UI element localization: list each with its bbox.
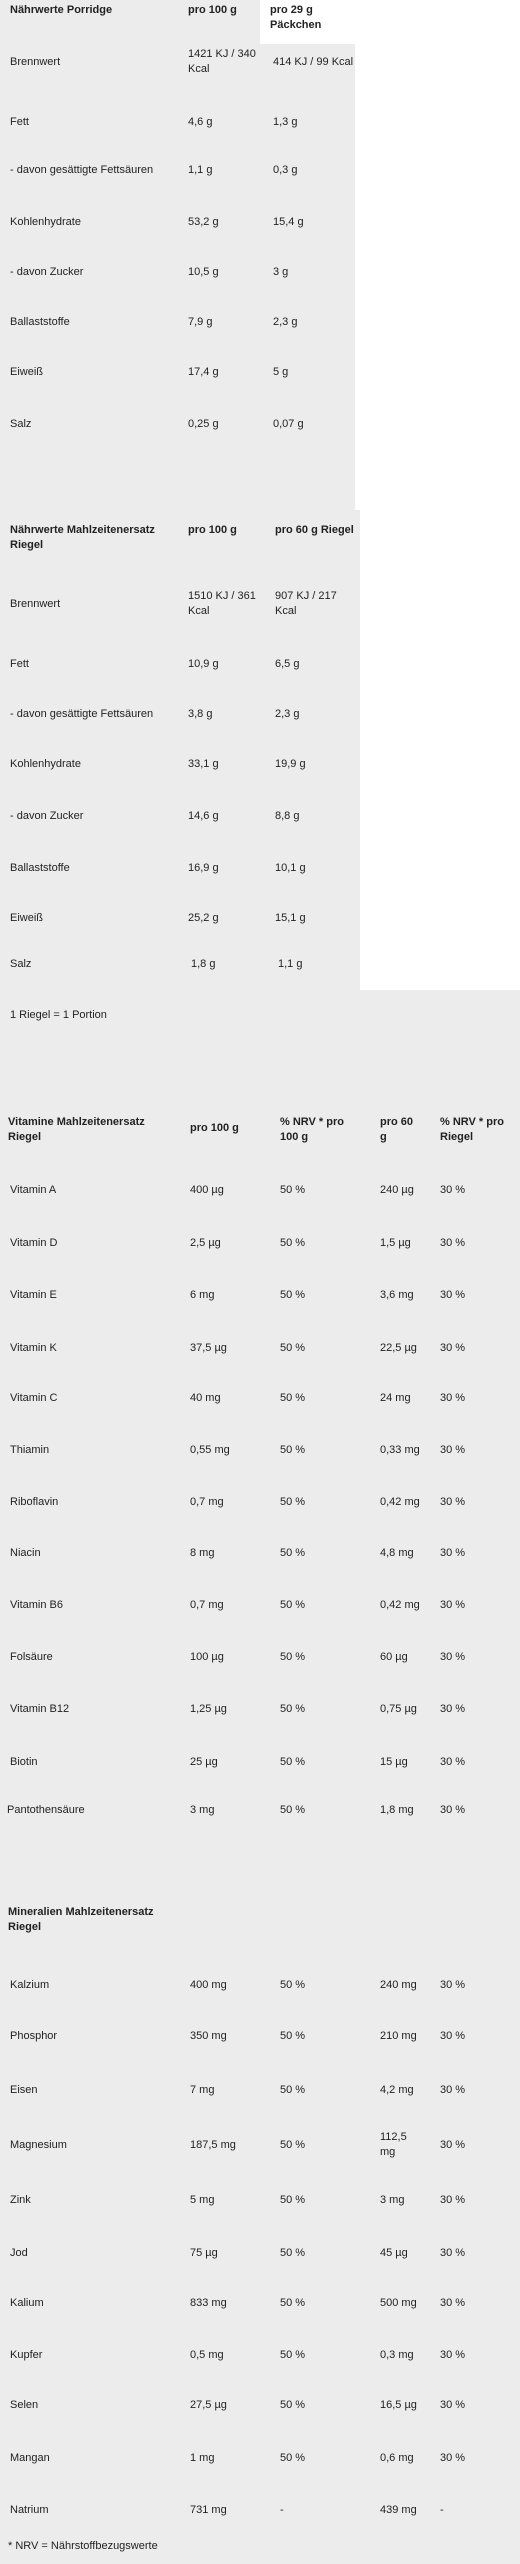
mineralien-cell-0-3: 240 mg [380,1979,417,1991]
porridge-cell-1-2: 1,3 g [273,116,298,128]
vitamine-cell-5-4: 30 % [440,1444,466,1456]
mineralien-cell-3-4: 30 % [440,2139,466,2151]
mineralien-cell-1-3: 210 mg [380,2030,417,2042]
mineralien-cell-6-2: 50 % [280,2297,306,2309]
mineralien-cell-7-2: 50 % [280,2349,306,2361]
vitamine-cell-10-0: Vitamin B12 [10,1703,70,1715]
vitamine-cell-4-3: 24 mg [380,1392,411,1404]
mineralien-cell-9-1: 1 mg [190,2452,215,2464]
mineralien-cell-4-0: Zink [10,2194,31,2206]
mineralien-cell-6-4: 30 % [440,2297,466,2309]
riegel-header-2: pro 60 g Riegel [275,524,354,536]
vitamine-cell-10-4: 30 % [440,1703,466,1715]
riegel-cell-7-0: Salz [10,958,32,970]
mineralien-cell-0-0: Kalzium [10,1979,50,1991]
riegel-cell-4-0: - davon Zucker [10,810,84,822]
mineralien-cell-0-4: 30 % [440,1979,466,1991]
vitamine-cell-7-0: Niacin [10,1547,41,1559]
mineralien-cell-6-3: 500 mg [380,2297,417,2309]
riegel-cell-0-2: 907 KJ / 217 Kcal [275,590,337,617]
porridge-header-0: Nährwerte Porridge [10,4,113,16]
mineralien-cell-5-0: Jod [10,2247,28,2259]
vitamine-cell-4-0: Vitamin C [10,1392,58,1404]
vitamine-cell-12-0: Pantothensäure [7,1804,85,1816]
vitamine-cell-6-1: 0,7 mg [190,1496,224,1508]
vitamine-cell-12-2: 50 % [280,1804,306,1816]
vitamine-cell-10-1: 1,25 µg [190,1703,227,1715]
riegel-cell-4-1: 14,6 g [188,810,219,822]
vitamine-cell-9-4: 30 % [440,1651,466,1663]
vitamine-cell-3-1: 37,5 µg [190,1342,227,1354]
riegel-cell-3-2: 19,9 g [275,758,306,770]
riegel-cell-0-1: 1510 KJ / 361 Kcal [188,590,256,617]
porridge-cell-5-2: 2,3 g [273,316,298,328]
vitamine-cell-8-1: 0,7 mg [190,1599,224,1611]
porridge-cell-0-0: Brennwert [10,56,61,68]
vitamine-cell-9-0: Folsäure [10,1651,53,1663]
riegel-cell-1-1: 10,9 g [188,658,219,670]
mineralien-cell-4-4: 30 % [440,2194,466,2206]
vitamine-cell-0-2: 50 % [280,1184,306,1196]
vitamine-cell-2-3: 3,6 mg [380,1289,414,1301]
vitamine-cell-5-2: 50 % [280,1444,306,1456]
mineralien-cell-10-4: - [440,2504,444,2516]
vitamine-cell-5-1: 0,55 mg [190,1444,230,1456]
porridge-cell-0-1: 1421 KJ / 340 Kcal [188,48,256,75]
porridge-cell-6-0: Eiweiß [10,366,44,378]
porridge-cell-5-0: Ballaststoffe [10,316,70,328]
mineralien-cell-9-3: 0,6 mg [380,2452,414,2464]
vitamine-cell-3-3: 22,5 µg [380,1342,417,1354]
mineralien-header-0: Mineralien Mahlzeitenersatz Riegel [8,1906,154,1933]
porridge-cell-1-1: 4,6 g [188,116,213,128]
vitamine-cell-9-3: 60 µg [380,1651,408,1663]
vitamine-cell-5-0: Thiamin [10,1444,50,1456]
mineralien-cell-3-1: 187,5 mg [190,2139,236,2151]
riegel-cell-6-1: 25,2 g [188,912,219,924]
vitamine-header-0: Vitamine Mahlzeitenersatz Riegel [8,1116,145,1143]
riegel-cell-2-2: 2,3 g [275,708,300,720]
vitamine-cell-9-1: 100 µg [190,1651,224,1663]
porridge-cell-3-0: Kohlenhydrate [10,216,81,228]
mineralien-cell-10-0: Natrium [10,2504,49,2516]
riegel-cell-2-1: 3,8 g [188,708,213,720]
vitamine-cell-1-1: 2,5 µg [190,1237,221,1249]
vitamine-cell-7-4: 30 % [440,1547,466,1559]
mineralien-cell-1-1: 350 mg [190,2030,227,2042]
porridge-cell-6-1: 17,4 g [188,366,219,378]
vitamine-cell-10-3: 0,75 µg [380,1703,417,1715]
porridge-header-1: pro 100 g [188,4,237,16]
vitamine-cell-8-0: Vitamin B6 [10,1599,63,1611]
riegel-cell-0-0: Brennwert [10,598,61,610]
riegel-cell-2-0: - davon gesättigte Fettsäuren [10,708,154,720]
riegel-cell-1-2: 6,5 g [275,658,300,670]
vitamine-mineralien-band [0,990,520,2564]
porridge-cell-2-2: 0,3 g [273,164,298,176]
porridge-cell-1-0: Fett [10,116,29,128]
vitamine-cell-3-2: 50 % [280,1342,306,1354]
riegel-cell-3-0: Kohlenhydrate [10,758,81,770]
vitamine-cell-8-3: 0,42 mg [380,1599,420,1611]
vitamine-cell-11-4: 30 % [440,1756,466,1768]
vitamine-cell-7-2: 50 % [280,1547,306,1559]
mineralien-cell-7-0: Kupfer [10,2349,43,2361]
vitamine-cell-11-1: 25 µg [190,1756,218,1768]
mineralien-cell-7-3: 0,3 mg [380,2349,414,2361]
riegel-cell-7-1: 1,8 g [191,958,216,970]
riegel-cell-6-2: 15,1 g [275,912,306,924]
mineralien-cell-5-2: 50 % [280,2247,306,2259]
porridge-cell-6-2: 5 g [273,366,289,378]
mineralien-cell-1-2: 50 % [280,2030,306,2042]
vitamine-cell-0-0: Vitamin A [10,1184,57,1196]
porridge-cell-7-0: Salz [10,418,32,430]
porridge-cell-2-0: - davon gesättigte Fettsäuren [10,164,154,176]
vitamine-cell-9-2: 50 % [280,1651,306,1663]
vitamine-cell-1-4: 30 % [440,1237,466,1249]
riegel-cell-4-2: 8,8 g [275,810,300,822]
riegel-note: 1 Riegel = 1 Portion [10,1009,107,1021]
mineralien-cell-10-3: 439 mg [380,2504,417,2516]
vitamine-cell-4-1: 40 mg [190,1392,221,1404]
vitamine-header-1: pro 100 g [190,1122,239,1134]
mineralien-cell-9-2: 50 % [280,2452,306,2464]
vitamine-cell-4-2: 50 % [280,1392,306,1404]
vitamine-cell-11-0: Biotin [10,1756,38,1768]
mineralien-cell-2-0: Eisen [10,2084,38,2096]
mineralien-cell-9-0: Mangan [10,2452,50,2464]
vitamine-cell-12-4: 30 % [440,1804,466,1816]
mineralien-cell-7-1: 0,5 mg [190,2349,224,2361]
vitamine-cell-1-3: 1,5 µg [380,1237,411,1249]
mineralien-cell-6-1: 833 mg [190,2297,227,2309]
vitamine-cell-2-1: 6 mg [190,1289,215,1301]
vitamine-cell-6-2: 50 % [280,1496,306,1508]
porridge-cell-0-2: 414 KJ / 99 Kcal [273,56,354,68]
mineralien-cell-8-3: 16,5 µg [380,2399,417,2411]
vitamine-cell-8-4: 30 % [440,1599,466,1611]
porridge-cell-7-2: 0,07 g [273,418,304,430]
mineralien-cell-3-0: Magnesium [10,2139,67,2151]
vitamine-cell-3-4: 30 % [440,1342,466,1354]
mineralien-cell-2-4: 30 % [440,2084,466,2096]
mineralien-cell-8-1: 27,5 µg [190,2399,227,2411]
mineralien-cell-2-2: 50 % [280,2084,306,2096]
porridge-cell-5-1: 7,9 g [188,316,213,328]
mineralien-cell-7-4: 30 % [440,2349,466,2361]
vitamine-cell-7-1: 8 mg [190,1547,215,1559]
vitamine-cell-12-1: 3 mg [190,1804,215,1816]
mineralien-cell-9-4: 30 % [440,2452,466,2464]
mineralien-footnote: * NRV = Nährstoffbezugswerte [8,2540,158,2552]
vitamine-cell-11-2: 50 % [280,1756,306,1768]
vitamine-cell-2-2: 50 % [280,1289,306,1301]
riegel-cell-7-2: 1,1 g [278,958,303,970]
vitamine-header-3: pro 60 g [380,1116,414,1143]
mineralien-cell-4-3: 3 mg [380,2194,405,2206]
vitamine-cell-8-2: 50 % [280,1599,306,1611]
vitamine-cell-11-3: 15 µg [380,1756,408,1768]
porridge-cell-4-0: - davon Zucker [10,266,84,278]
vitamine-cell-1-0: Vitamin D [10,1237,58,1249]
vitamine-cell-6-3: 0,42 mg [380,1496,420,1508]
mineralien-cell-5-4: 30 % [440,2247,466,2259]
vitamine-cell-5-3: 0,33 mg [380,1444,420,1456]
riegel-cell-3-1: 33,1 g [188,758,219,770]
riegel-cell-5-0: Ballaststoffe [10,862,70,874]
vitamine-cell-6-0: Riboflavin [10,1496,59,1508]
porridge-header-2: pro 29 g Päckchen [270,4,322,31]
mineralien-cell-5-3: 45 µg [380,2247,408,2259]
vitamine-header-4: % NRV * pro Riegel [440,1116,504,1143]
mineralien-cell-8-0: Selen [10,2399,39,2411]
porridge-cell-3-2: 15,4 g [273,216,304,228]
mineralien-cell-4-2: 50 % [280,2194,306,2206]
mineralien-cell-5-1: 75 µg [190,2247,218,2259]
mineralien-cell-3-2: 50 % [280,2139,306,2151]
vitamine-cell-1-2: 50 % [280,1237,306,1249]
mineralien-cell-4-1: 5 mg [190,2194,215,2206]
vitamine-cell-3-0: Vitamin K [10,1342,57,1354]
vitamine-header-2: % NRV * pro 100 g [280,1116,344,1143]
riegel-header-1: pro 100 g [188,524,237,536]
riegel-cell-5-1: 16,9 g [188,862,219,874]
riegel-header-0: Nährwerte Mahlzeitenersatz Riegel [10,524,155,551]
porridge-cell-4-2: 3 g [273,266,289,278]
porridge-cell-2-1: 1,1 g [188,164,213,176]
mineralien-cell-2-1: 7 mg [190,2084,215,2096]
riegel-cell-6-0: Eiweiß [10,912,44,924]
mineralien-cell-8-4: 30 % [440,2399,466,2411]
riegel-cell-5-2: 10,1 g [275,862,306,874]
mineralien-cell-0-2: 50 % [280,1979,306,1991]
mineralien-cell-6-0: Kalium [10,2297,44,2309]
mineralien-cell-1-0: Phosphor [10,2030,58,2042]
porridge-cell-3-1: 53,2 g [188,216,219,228]
mineralien-cell-0-1: 400 mg [190,1979,227,1991]
vitamine-cell-12-3: 1,8 mg [380,1804,414,1816]
vitamine-cell-2-4: 30 % [440,1289,466,1301]
mineralien-cell-10-1: 731 mg [190,2504,227,2516]
riegel-cell-1-0: Fett [10,658,29,670]
vitamine-cell-7-3: 4,8 mg [380,1547,414,1559]
mineralien-cell-8-2: 50 % [280,2399,306,2411]
mineralien-cell-3-3: 112,5 mg [380,2131,407,2158]
vitamine-cell-4-4: 30 % [440,1392,466,1404]
vitamine-cell-10-2: 50 % [280,1703,306,1715]
mineralien-cell-1-4: 30 % [440,2030,466,2042]
vitamine-cell-0-1: 400 µg [190,1184,224,1196]
porridge-cell-4-1: 10,5 g [188,266,219,278]
porridge-cell-7-1: 0,25 g [188,418,219,430]
mineralien-cell-2-3: 4,2 mg [380,2084,414,2096]
mineralien-cell-10-2: - [280,2504,284,2516]
vitamine-cell-2-0: Vitamin E [10,1289,57,1301]
vitamine-cell-6-4: 30 % [440,1496,466,1508]
vitamine-cell-0-3: 240 µg [380,1184,414,1196]
vitamine-cell-0-4: 30 % [440,1184,466,1196]
